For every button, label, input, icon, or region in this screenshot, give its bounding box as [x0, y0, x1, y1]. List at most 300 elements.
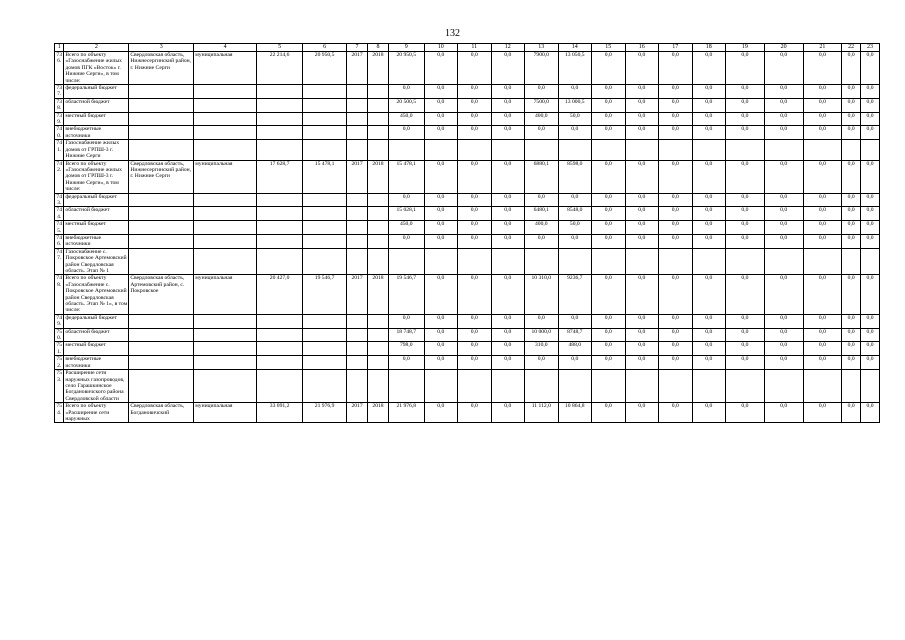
table-cell-v14 [558, 370, 592, 403]
table-cell-v17: 0,0 [659, 160, 693, 193]
table-cell-v9: 450,0 [388, 112, 424, 126]
table-cell-v12: 0,0 [491, 234, 525, 248]
table-cell-v11 [458, 370, 492, 403]
table-cell-v17: 0,0 [659, 126, 693, 140]
table-cell-v11 [458, 140, 492, 160]
table-cell-v9: 0,0 [388, 314, 424, 328]
table-cell-v13: 7900,0 [525, 52, 559, 85]
table-row [55, 193, 880, 207]
table-cell-v23: 0,0 [861, 160, 880, 193]
table-cell-v19: 0,0 [726, 98, 765, 112]
table-cell-v7: 2017 [347, 403, 368, 423]
column-header: 10 [424, 44, 458, 52]
table-row [55, 248, 880, 275]
table-cell-v14: 13 050,5 [558, 52, 592, 85]
table-cell-v20: 0,0 [764, 126, 803, 140]
table-cell-v11: 0,0 [458, 207, 492, 221]
table-cell-n: 736. [55, 52, 64, 85]
table-cell-loc [129, 356, 194, 370]
table-cell-owner [194, 85, 257, 99]
table-cell-v17: 0,0 [659, 112, 693, 126]
table-cell-v18: 0,0 [692, 98, 726, 112]
table-cell-v13: 0,0 [525, 234, 559, 248]
table-row [55, 160, 880, 193]
table-cell-loc [129, 85, 194, 99]
table-cell-loc [129, 234, 194, 248]
column-header: 5 [257, 44, 303, 52]
table-cell-v17: 0,0 [659, 207, 693, 221]
table-cell-v14: 0,0 [558, 314, 592, 328]
table-cell-v20: 0,0 [764, 193, 803, 207]
table-cell-v11: 0,0 [458, 356, 492, 370]
table-cell-v15: 0,0 [592, 207, 626, 221]
table-cell-v9: 20 950,5 [388, 52, 424, 85]
table-cell-v13: 0,0 [525, 193, 559, 207]
table-cell-loc: Свердловская область, Нижнесергинский район, г. Нижние Серги [129, 52, 194, 85]
table-cell-v23: 0,0 [861, 314, 880, 328]
table-cell-v6 [303, 207, 347, 221]
table-cell-v8: 2018 [368, 403, 389, 423]
table-row [55, 328, 880, 342]
table-cell-v14: 10 864,8 [558, 403, 592, 423]
table-cell-v7 [347, 193, 368, 207]
table-cell-v12: 0,0 [491, 221, 525, 235]
table-cell-owner: муниципальная [194, 275, 257, 314]
table-cell-v17: 0,0 [659, 275, 693, 314]
table-cell-v8 [368, 314, 389, 328]
table-cell-v10: 0,0 [424, 193, 458, 207]
table-cell-v8 [368, 248, 389, 275]
table-cell-v22: 0,0 [842, 314, 861, 328]
table-cell-v17: 0,0 [659, 193, 693, 207]
table-cell-name: Расширение сети наружных газопроводов, село Гарашкинское Богдановичского района Свердловской области [64, 370, 129, 403]
table-cell-v7 [347, 234, 368, 248]
table-cell-v5 [257, 193, 303, 207]
table-cell-v16 [625, 140, 659, 160]
table-cell-loc [129, 314, 194, 328]
table-cell-v12: 0,0 [491, 193, 525, 207]
table-cell-v21: 0,0 [803, 356, 842, 370]
table-cell-n: 754. [55, 403, 64, 423]
table-cell-v18 [692, 370, 726, 403]
table-cell-v23: 0,0 [861, 275, 880, 314]
table-cell-v6 [303, 221, 347, 235]
table-cell-v10: 0,0 [424, 234, 458, 248]
table-cell-v19: 0,0 [726, 207, 765, 221]
table-cell-v17: 0,0 [659, 234, 693, 248]
table-cell-v13: 0,0 [525, 356, 559, 370]
table-cell-v11: 0,0 [458, 112, 492, 126]
table-cell-n: 753. [55, 370, 64, 403]
table-cell-v20: 0,0 [764, 207, 803, 221]
table-cell-v23: 0,0 [861, 85, 880, 99]
table-cell-loc [129, 112, 194, 126]
table-cell-v10: 0,0 [424, 328, 458, 342]
table-cell-v23: 0,0 [861, 207, 880, 221]
table-cell-v9: 15 478,1 [388, 160, 424, 193]
table-cell-v19: 0,0 [726, 328, 765, 342]
table-cell-name: федеральный бюджет [64, 314, 129, 328]
table-cell-v5: 20 427,0 [257, 275, 303, 314]
table-cell-v7 [347, 98, 368, 112]
table-cell-v19: 0,0 [726, 85, 765, 99]
table-cell-v23: 0,0 [861, 342, 880, 356]
table-cell-v21: 0,0 [803, 234, 842, 248]
table-cell-v23 [861, 248, 880, 275]
column-header: 7 [347, 44, 368, 52]
table-cell-v17: 0,0 [659, 403, 693, 423]
table-cell-v14: 0,0 [558, 85, 592, 99]
table-cell-v8 [368, 112, 389, 126]
table-cell-v16: 0,0 [625, 112, 659, 126]
table-cell-v10 [424, 370, 458, 403]
table-cell-v23 [861, 370, 880, 403]
table-cell-v16: 0,0 [625, 356, 659, 370]
table-cell-owner [194, 207, 257, 221]
table-cell-owner [194, 221, 257, 235]
table-cell-v16: 0,0 [625, 221, 659, 235]
table-cell-v23: 0,0 [861, 98, 880, 112]
table-cell-v18: 0,0 [692, 126, 726, 140]
table-cell-n: 741. [55, 140, 64, 160]
table-cell-v7 [347, 314, 368, 328]
table-cell-v19: 0,0 [726, 314, 765, 328]
table-cell-v21: 0,0 [803, 52, 842, 85]
table-cell-v22: 0,0 [842, 403, 861, 423]
table-cell-v21 [803, 248, 842, 275]
table-cell-v19: 0,0 [726, 342, 765, 356]
table-cell-v16: 0,0 [625, 193, 659, 207]
table-cell-v20: 0,0 [764, 52, 803, 85]
table-cell-v23: 0,0 [861, 112, 880, 126]
table-cell-owner [194, 314, 257, 328]
table-cell-v13 [525, 248, 559, 275]
table-cell-v12: 0,0 [491, 403, 525, 423]
table-cell-v19: 0,0 [726, 112, 765, 126]
table-cell-n: 752. [56, 356, 62, 369]
table-cell-owner [194, 112, 257, 126]
table-row [55, 275, 880, 314]
table-cell-v19 [726, 140, 765, 160]
table-cell-v6: 20 950,5 [303, 52, 347, 85]
table-cell-v14 [558, 140, 592, 160]
table-cell-v9 [388, 370, 424, 403]
table-cell-v10: 0,0 [424, 356, 458, 370]
table-cell-v9: 18 748,7 [388, 328, 424, 342]
table-cell-name: областной бюджет [64, 207, 129, 221]
table-cell-v23: 0,0 [861, 234, 880, 248]
table-cell-v17: 0,0 [659, 314, 693, 328]
table-cell-v12: 0,0 [491, 98, 525, 112]
table-cell-v15: 0,0 [592, 160, 626, 193]
table-cell-v11: 0,0 [458, 85, 492, 99]
table-cell-v15: 0,0 [592, 98, 626, 112]
table-cell-n: 737. [56, 85, 62, 98]
table-cell-v6 [303, 328, 347, 342]
table-row [55, 356, 880, 370]
table-cell-v8 [368, 356, 389, 370]
table-cell-v12: 0,0 [491, 328, 525, 342]
table-cell-v22: 0,0 [842, 207, 861, 221]
column-header: 21 [803, 44, 842, 52]
table-cell-v21: 0,0 [803, 160, 842, 193]
table-cell-v12: 0,0 [491, 207, 525, 221]
table-cell-v16: 0,0 [625, 98, 659, 112]
table-cell-v14 [558, 248, 592, 275]
table-cell-v14: 0,0 [558, 126, 592, 140]
table-cell-n: 750. [56, 328, 62, 342]
table-cell-name: местный бюджет [64, 221, 129, 235]
table-cell-v10: 0,0 [424, 98, 458, 112]
table-cell-loc [129, 342, 194, 356]
table-cell-v23: 0,0 [861, 126, 880, 140]
table-cell-n: 751. [56, 342, 62, 355]
table-cell-v17: 0,0 [659, 52, 693, 85]
table-cell-v16 [625, 248, 659, 275]
table-cell-v13 [525, 140, 559, 160]
table-cell-v17: 0,0 [659, 328, 693, 342]
table-cell-v9: 0,0 [388, 234, 424, 248]
table-cell-v14: 50,0 [558, 112, 592, 126]
table-cell-v18 [692, 248, 726, 275]
table-cell-v18: 0,0 [692, 342, 726, 356]
table-cell-v7: 2017 [347, 160, 368, 193]
table-cell-owner [194, 140, 257, 160]
table-cell-v12 [491, 370, 525, 403]
budget-table-container [54, 43, 880, 423]
table-cell-v5 [257, 234, 303, 248]
table-cell-v12: 0,0 [491, 160, 525, 193]
table-cell-v23: 0,0 [861, 193, 880, 207]
table-cell-v22: 0,0 [842, 275, 861, 314]
table-cell-v5: 22 214,6 [257, 52, 303, 85]
table-cell-v20: 0,0 [764, 98, 803, 112]
table-cell-v8 [368, 140, 389, 160]
table-cell-v5: 17 628,7 [257, 160, 303, 193]
table-cell-v16: 0,0 [625, 342, 659, 356]
table-cell-v12: 0,0 [491, 275, 525, 314]
table-cell-v21: 0,0 [803, 193, 842, 207]
table-cell-v22 [842, 248, 861, 275]
table-cell-v6 [303, 126, 347, 140]
table-cell-v17: 0,0 [659, 356, 693, 370]
table-cell-v12: 0,0 [491, 342, 525, 356]
table-cell-v19: 0,0 [726, 275, 765, 314]
table-cell-v7 [347, 207, 368, 221]
table-row [55, 85, 880, 99]
table-cell-loc: Свердловская область, Нижнесергинский район, г. Нижние Серги [129, 160, 194, 193]
table-cell-name: внебюджетные источники [64, 126, 129, 140]
table-cell-v11: 0,0 [458, 314, 492, 328]
table-cell-v20: 0,0 [764, 221, 803, 235]
table-cell-v18: 0,0 [692, 52, 726, 85]
table-cell-v20: 0,0 [764, 275, 803, 314]
table-cell-n: 746. [56, 234, 62, 248]
table-cell-v16: 0,0 [625, 160, 659, 193]
table-row [55, 342, 880, 356]
table-cell-v6 [303, 342, 347, 356]
table-cell-v13: 400,0 [525, 112, 559, 126]
table-cell-v15: 0,0 [592, 52, 626, 85]
table-cell-v15: 0,0 [592, 328, 626, 342]
table-cell-v16: 0,0 [625, 403, 659, 423]
table-row [55, 140, 880, 160]
table-cell-n: 744. [56, 207, 62, 220]
table-row [55, 370, 880, 403]
table-cell-v15: 0,0 [592, 342, 626, 356]
table-cell-owner: муниципальная [194, 403, 257, 423]
table-cell-v15: 0,0 [592, 234, 626, 248]
column-header: 11 [458, 44, 492, 52]
table-cell-v10: 0,0 [424, 207, 458, 221]
table-cell-v12: 0,0 [491, 356, 525, 370]
table-cell-name: Всего по объекту «Газоснабжение жилых домов от ГРПШ-3 г. Нижние Серги», в том числе: [64, 160, 129, 193]
table-cell-v21: 0,0 [803, 85, 842, 99]
table-cell-v13: 10 000,0 [525, 328, 559, 342]
table-cell-name: Всего по объекту «Газоснабжение с. Покровское Артемовский район Свердловская область. Этап № 1», в том числе: [65, 275, 128, 314]
table-cell-v17 [659, 140, 693, 160]
table-cell-v14: 0,0 [558, 234, 592, 248]
table-cell-v12: 0,0 [491, 52, 525, 85]
table-cell-name: местный бюджет [64, 112, 129, 126]
table-cell-v20: 0,0 [764, 342, 803, 356]
table-cell-v9: 19 546,7 [388, 275, 424, 314]
table-cell-v11: 0,0 [458, 193, 492, 207]
table-cell-v14: 8598,0 [558, 160, 592, 193]
table-cell-v8 [368, 207, 389, 221]
table-cell-v20: 0,0 [764, 328, 803, 342]
table-cell-v21: 0,0 [803, 98, 842, 112]
column-header: 1 [55, 44, 64, 52]
table-cell-v11: 0,0 [458, 160, 492, 193]
table-cell-v13: 0,0 [525, 314, 559, 328]
table-cell-v14: 8748,7 [558, 328, 592, 342]
table-cell-name: внебюджетные источники [64, 234, 129, 248]
table-cell-name: местный бюджет [64, 342, 129, 356]
table-cell-owner [194, 328, 257, 342]
table-cell-v13 [525, 370, 559, 403]
table-row [55, 207, 880, 221]
table-cell-v20: 0,0 [764, 112, 803, 126]
table-cell-v8 [368, 342, 389, 356]
table-cell-v8: 2018 [368, 160, 389, 193]
table-cell-v18: 0,0 [692, 403, 726, 423]
table-cell-v9: 0,0 [388, 85, 424, 99]
table-cell-loc [129, 98, 194, 112]
table-cell-v10: 0,0 [424, 52, 458, 85]
table-cell-v8 [368, 370, 389, 403]
column-header: 14 [558, 44, 592, 52]
table-cell-v23: 0,0 [861, 221, 880, 235]
table-cell-v19: 0,0 [726, 160, 765, 193]
table-cell-v7 [347, 370, 368, 403]
table-cell-v21: 0,0 [803, 342, 842, 356]
table-cell-v5: 33 091,2 [257, 403, 303, 423]
table-cell-v8 [368, 126, 389, 140]
table-cell-name: федеральный бюджет [64, 193, 129, 207]
table-row [55, 234, 880, 248]
table-cell-v17: 0,0 [659, 221, 693, 235]
table-cell-loc [129, 328, 194, 342]
table-cell-v11: 0,0 [458, 328, 492, 342]
table-cell-v18: 0,0 [692, 234, 726, 248]
table-cell-v22: 0,0 [842, 234, 861, 248]
table-cell-owner [194, 370, 257, 403]
table-cell-v5 [257, 207, 303, 221]
table-cell-v15 [592, 140, 626, 160]
table-cell-v7: 2017 [347, 52, 368, 85]
table-cell-n: 748. [55, 275, 64, 314]
table-cell-v13: 6880,1 [525, 160, 559, 193]
table-cell-v9: 0,0 [388, 193, 424, 207]
table-cell-v5 [257, 221, 303, 235]
table-cell-v5 [257, 85, 303, 99]
table-cell-v18 [692, 140, 726, 160]
table-cell-v7 [347, 356, 368, 370]
table-cell-v22: 0,0 [842, 356, 861, 370]
table-cell-v9: 20 500,5 [388, 98, 424, 112]
table-cell-v21 [803, 370, 842, 403]
table-cell-v21: 0,0 [803, 207, 842, 221]
page-number: 132 [445, 28, 460, 39]
table-cell-v20 [764, 248, 803, 275]
table-cell-v21: 0,0 [803, 328, 842, 342]
table-cell-v8 [368, 234, 389, 248]
table-cell-v12: 0,0 [491, 314, 525, 328]
column-header: 20 [764, 44, 803, 52]
table-cell-name: внебюджетные источники [64, 356, 129, 370]
table-cell-v5 [257, 248, 303, 275]
table-cell-v19: 0,0 [726, 234, 765, 248]
table-cell-v16: 0,0 [625, 275, 659, 314]
table-cell-v20: 0,0 [764, 356, 803, 370]
table-cell-v6 [303, 140, 347, 160]
table-cell-v11 [458, 248, 492, 275]
table-cell-v19: 0,0 [726, 126, 765, 140]
table-cell-loc [129, 126, 194, 140]
table-cell-n: 743. [56, 193, 62, 206]
table-cell-v11: 0,0 [458, 98, 492, 112]
table-cell-v5 [257, 140, 303, 160]
table-cell-v10 [424, 248, 458, 275]
column-header: 9 [388, 44, 424, 52]
table-cell-owner [194, 248, 257, 275]
table-cell-v20: 0,0 [764, 234, 803, 248]
table-cell-v22 [842, 370, 861, 403]
table-cell-v5 [257, 98, 303, 112]
table-cell-v22 [842, 140, 861, 160]
table-cell-v15: 0,0 [592, 126, 626, 140]
table-cell-n: 742. [55, 160, 64, 193]
table-cell-v5 [257, 370, 303, 403]
table-cell-v6: 21 976,9 [303, 403, 347, 423]
table-cell-n: 749. [56, 314, 62, 328]
column-header: 22 [842, 44, 861, 52]
table-cell-v7 [347, 248, 368, 275]
table-cell-v19 [726, 248, 765, 275]
table-cell-v21: 0,0 [803, 126, 842, 140]
column-header: 12 [491, 44, 525, 52]
table-cell-v5 [257, 112, 303, 126]
table-cell-v19: 0,0 [726, 356, 765, 370]
table-cell-v22: 0,0 [842, 85, 861, 99]
table-cell-v14: 50,0 [558, 221, 592, 235]
table-cell-owner [194, 356, 257, 370]
table-cell-v8 [368, 98, 389, 112]
table-cell-name: областной бюджет [64, 328, 129, 342]
table-cell-v16: 0,0 [625, 207, 659, 221]
table-cell-v20: 0,0 [764, 85, 803, 99]
